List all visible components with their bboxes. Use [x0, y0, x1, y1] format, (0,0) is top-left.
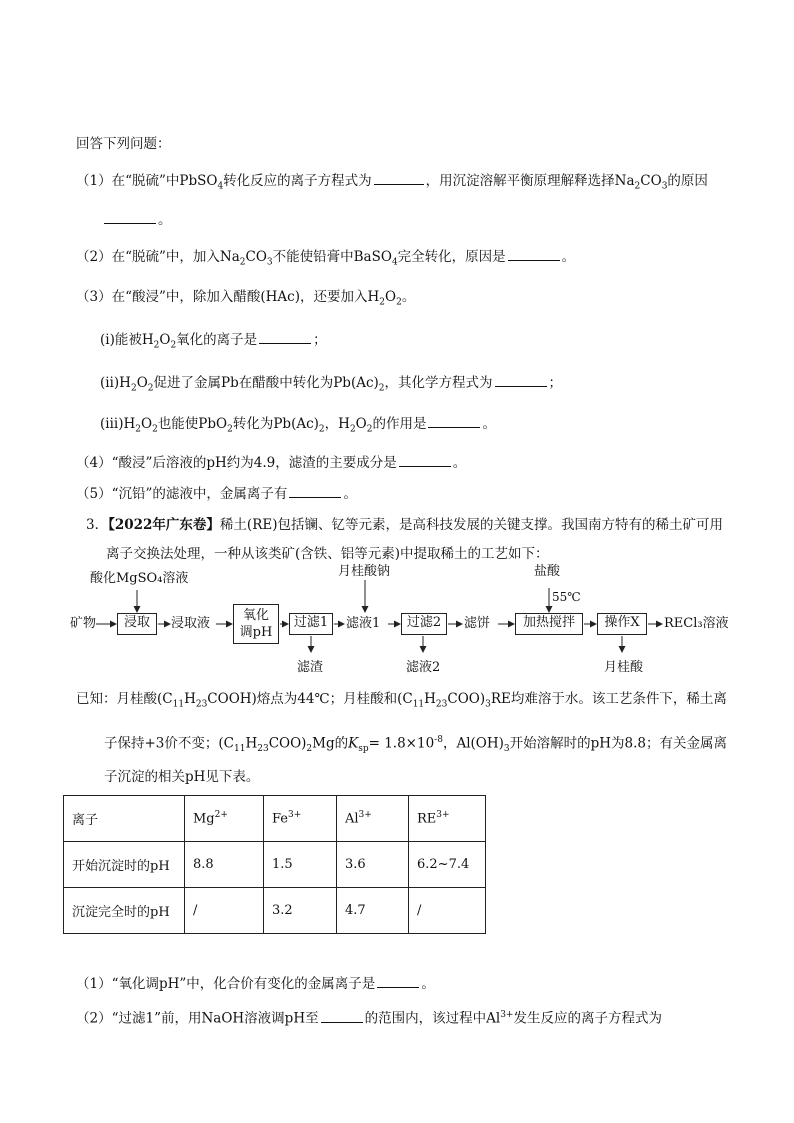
- table-row: [64, 888, 486, 934]
- answer-blank[interactable]: [259, 330, 311, 344]
- label-filtrate-2: 滤液2: [406, 660, 441, 675]
- table-header-cell: 离子: [64, 796, 185, 842]
- label-residue: 滤渣: [297, 660, 324, 675]
- label-ore: 矿物: [70, 616, 97, 631]
- table-cell: 4.7: [337, 888, 409, 934]
- known-line-3: 子沉淀的相关pH见下表。: [104, 769, 260, 785]
- table-header-cell: $Mg^{2+}$: [185, 796, 264, 842]
- source-tag: 【2022年广东卷】: [108, 517, 220, 533]
- label-acidified-mgso4: 酸化MgSO₄溶液: [90, 571, 189, 586]
- table-row: [64, 842, 486, 888]
- answer-blank[interactable]: [495, 373, 547, 387]
- answer-blank[interactable]: [399, 453, 451, 467]
- question-1-cont: 。: [102, 210, 172, 229]
- step-oxidize-line1: 氧化: [242, 608, 269, 623]
- step-operation-x: 操作X: [597, 613, 647, 635]
- table-header-cell: $RE^{3+}$: [409, 796, 486, 842]
- question-3-iii: $(ⅲ)H_2O_2$也能使PbO$_2$转化为$Pb(Ac)_2$，$H_2O_2$的作用是 。: [100, 416, 496, 435]
- table-header-row: [64, 796, 486, 842]
- known-line-1: 已知：月桂酸$(C_{11}H_{23}COOH)$熔点为44℃；月桂酸和$(C_{11}H_{23}COO)_3RE$均难溶于水。该工艺条件下，稀土离: [76, 691, 727, 710]
- precipitation-ph-table: [63, 795, 486, 934]
- table-cell: 6.2~7.4: [409, 842, 486, 888]
- table-cell: 3.6: [337, 842, 409, 888]
- label-product: RECl₃溶液: [664, 616, 729, 631]
- answer-blank[interactable]: [508, 247, 560, 261]
- problem-3-line-1: 3．【2022年广东卷】稀土(RE)包括镧、钇等元素，是高科技发展的关键支撑。我国南方特有的稀土矿可用: [86, 517, 723, 533]
- table-cell: 开始沉淀时的pH: [64, 842, 185, 888]
- table-cell: 沉淀完全时的pH: [64, 888, 185, 934]
- step-oxidize-adjust-ph: [233, 604, 279, 644]
- answer-blank[interactable]: [428, 414, 480, 428]
- step-filter-2: 过滤2: [401, 613, 447, 635]
- question-1: （1）在“脱硫”中PbSO$_4$转化反应的离子方程式为 ，用沉淀溶解平衡原理解释选择$Na_2CO_3$的原因: [76, 173, 708, 192]
- step-leach: 浸取: [117, 613, 157, 635]
- question-3: （3）在“酸浸”中，除加入醋酸(HAc)，还要加入$H_2O_2$。: [76, 289, 416, 308]
- table-cell: 8.8: [185, 842, 264, 888]
- table-cell: 3.2: [264, 888, 337, 934]
- label-lauric-acid: 月桂酸: [604, 660, 644, 675]
- question-3-ii: $(ⅱ)H_2O_2$促进了金属Pb在醋酸中转化为$Pb(Ac)_2$，其化学方程式为 ；: [100, 375, 563, 394]
- label-filtrate-1: 滤液1: [346, 616, 381, 631]
- step-heat-stir: 加热搅拌: [515, 613, 583, 635]
- step-oxidize-line2: 调pH: [239, 625, 273, 640]
- question-3-i: (ⅰ)能被$H_2O_2$氧化的离子是 ；: [100, 332, 327, 351]
- problem-3-line-2: 离子交换法处理，一种从该类矿(含铁、铝等元素)中提取稀土的工艺如下：: [106, 546, 549, 562]
- known-line-2: 子保持+3价不变；$(C_{11}H_{23}COO)_2Mg$的$K_{sp}= 1.8\times 10^{-8}$，$Al(OH)_3$开始溶解时的pH为8.8；有关金属离: [104, 735, 728, 755]
- sub-question-1: （1）“氧化调pH”中，化合价有变化的金属离子是 。: [76, 976, 435, 992]
- table-cell: /: [185, 888, 264, 934]
- question-2: （2）在“脱硫”中，加入$Na_2CO_3$不能使铅膏中BaSO$_4$完全转化，原因是 。: [76, 249, 576, 268]
- intro-line: 回答下列问题：: [76, 136, 171, 152]
- question-5: （5）“沉铅”的滤液中，金属离子有 。: [76, 486, 357, 502]
- table-cell: 1.5: [264, 842, 337, 888]
- question-4: （4）“酸浸”后溶液的pH约为4.9，滤渣的主要成分是 。: [76, 455, 467, 471]
- answer-blank[interactable]: [377, 974, 419, 988]
- label-sodium-laurate: 月桂酸钠: [338, 564, 391, 579]
- table-header-cell: $Fe^{3+}$: [264, 796, 337, 842]
- answer-blank[interactable]: [289, 484, 341, 498]
- answer-blank[interactable]: [104, 210, 156, 224]
- answer-blank[interactable]: [374, 171, 424, 185]
- answer-blank[interactable]: [321, 1009, 363, 1023]
- label-leachate: 浸取液: [171, 616, 211, 631]
- sub-question-2: （2）“过滤1”前，用NaOH溶液调pH至 的范围内，该过程中$Al^{3+}$发生反应的离子方程式为: [76, 1010, 662, 1027]
- label-filter-cake: 滤饼: [464, 616, 491, 631]
- label-temperature: 55℃: [552, 590, 581, 604]
- step-filter-1: 过滤1: [289, 613, 333, 635]
- label-hydrochloric-acid: 盐酸: [534, 564, 561, 579]
- table-header-cell: $Al^{3+}$: [337, 796, 409, 842]
- process-flowchart: [70, 564, 740, 678]
- table-cell: /: [409, 888, 486, 934]
